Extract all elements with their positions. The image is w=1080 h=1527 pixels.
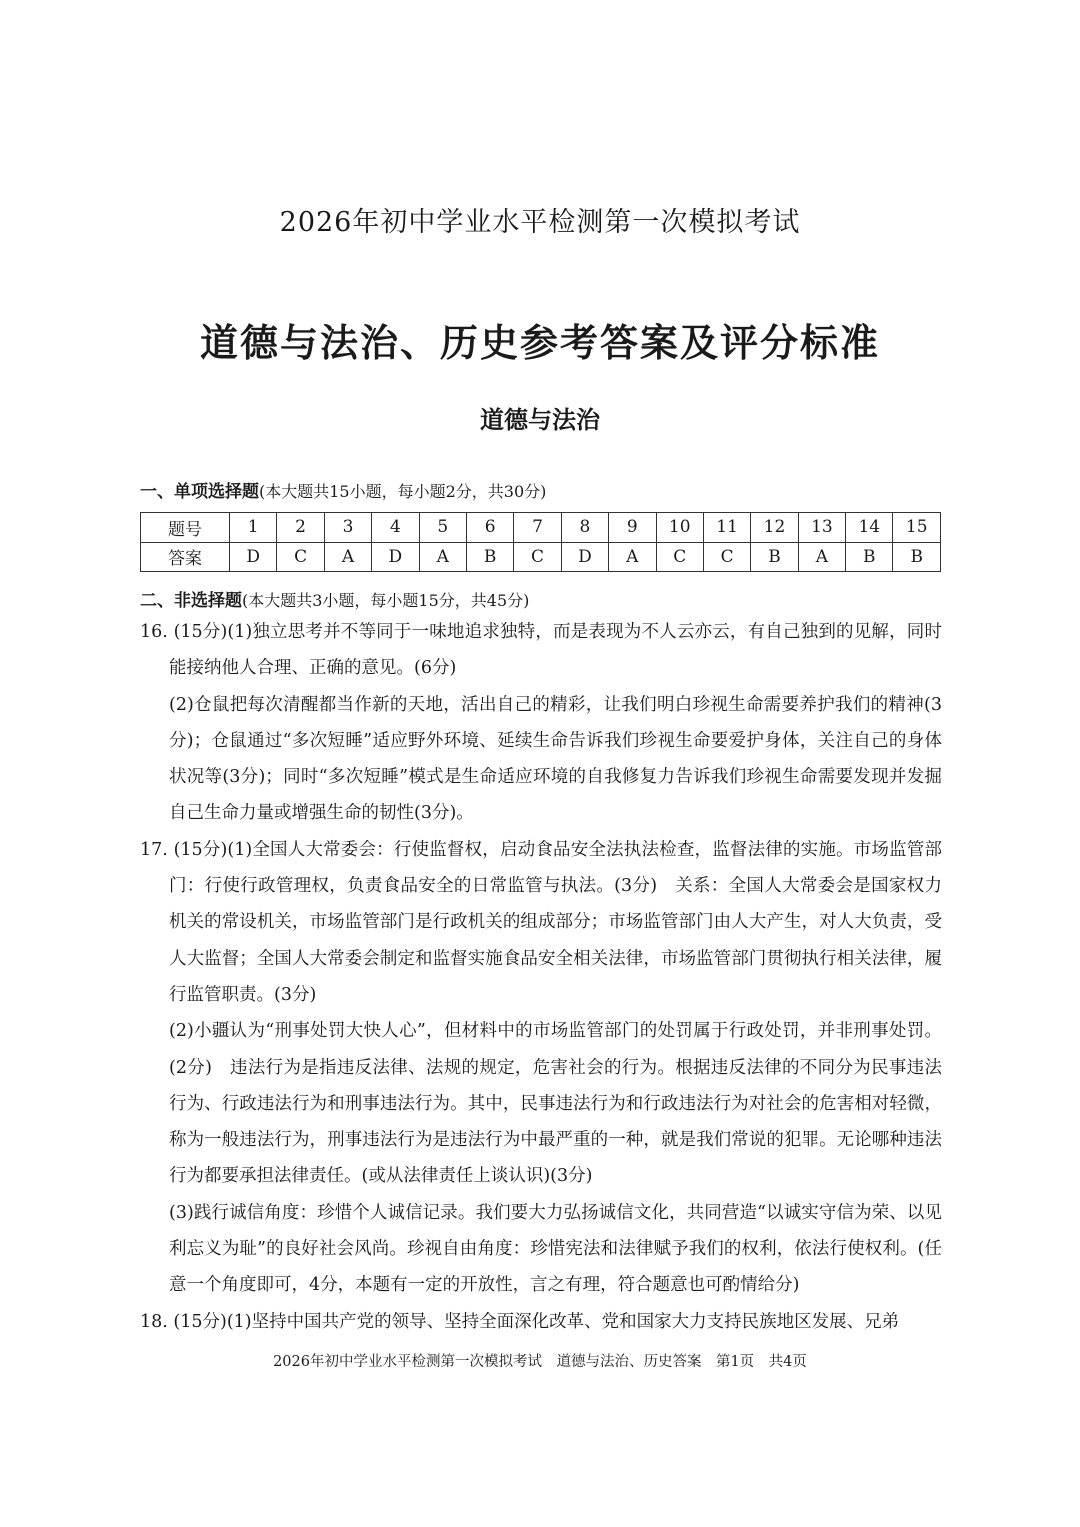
question-16-part-2: (2)仓鼠把每次清醒都当作新的天地，活出自己的精彩，让我们明白珍视生命需要养护我们的精神(3分)；仓鼠通过“多次短睡”适应野外环境、延续生命告诉我们珍视生命要爱护身体，关注自己的身体状况等(3分)；同时“多次短睡”模式是生命适应环境的自我修复力告诉我们珍视生命需要发现并发掘自己生命力量或增强生命的韧性(3分)。 xyxy=(169,694,942,824)
choice-answer: D xyxy=(230,542,277,572)
choice-answer: D xyxy=(561,542,608,572)
answer-table-number-row xyxy=(141,513,941,543)
question-number: 4 xyxy=(372,513,419,543)
question-17-part-1: 17. (15分)(1)全国人大常委会：行使监督权，启动食品安全法执法检查，监督法律的实施。市场监管部门：行使行政管理权，负责食品安全的日常监管与执法。(3分) 关系：全国人大常委会是国家权力机关的常设机关，市场监管部门是行政机关的组成部分；市场监管部门由人大产生，对人大负责，受人大监督；全国人大常委会制定和监督实施食品安全相关法律，市场监管部门贯彻执行相关法律，履行监管职责。(3分) xyxy=(140,839,942,1005)
question-17-part-3: (3)践行诚信角度：珍惜个人诚信记录。我们要大力弘扬诚信文化，共同营造“以诚实守信为荣、以见利忘义为耻”的良好社会风尚。珍视自由角度：珍惜宪法和法律赋予我们的权利，依法行使权利。(任意一个角度即可，4分，本题有一定的开放性，言之有理，符合题意也可酌情给分) xyxy=(169,1202,942,1296)
question-18-part-1: 18. (15分)(1)坚持中国共产党的领导、坚持全面深化改革、党和国家大力支持民族地区发展、兄弟 xyxy=(140,1311,900,1332)
question-number: 11 xyxy=(703,513,750,543)
choice-answer: D xyxy=(372,542,419,572)
question-number: 5 xyxy=(419,513,466,543)
section2-heading xyxy=(140,586,529,611)
choice-answer: A xyxy=(419,542,466,572)
choice-answer: A xyxy=(609,542,656,572)
question-number: 3 xyxy=(324,513,371,543)
main-title: 道德与法治、历史参考答案及评分标准 xyxy=(199,321,880,365)
section2-note: (本大题共3小题，每小题15分，共45分) xyxy=(242,591,530,610)
answer-table-answer-row xyxy=(141,542,941,572)
answer-body xyxy=(140,614,942,1340)
choice-answer: B xyxy=(893,542,941,572)
section1-note: (本大题共15小题，每小题2分，共30分) xyxy=(259,482,547,501)
choice-answer: B xyxy=(751,542,798,572)
question-number: 8 xyxy=(561,513,608,543)
section1-title: 一、单项选择题 xyxy=(140,482,259,502)
number-row-label: 题号 xyxy=(141,513,230,543)
choice-answer: B xyxy=(846,542,893,572)
question-number: 12 xyxy=(751,513,798,543)
question-number: 6 xyxy=(466,513,513,543)
choice-answer: C xyxy=(656,542,703,572)
page-footer: 2026年初中学业水平检测第一次模拟考试 道德与法治、历史答案 第1页 共4页 xyxy=(273,1354,807,1370)
exam-title: 2026年初中学业水平检测第一次模拟考试 xyxy=(279,207,801,238)
question-number: 1 xyxy=(230,513,277,543)
choice-answer: C xyxy=(514,542,561,572)
question-number: 7 xyxy=(514,513,561,543)
question-number: 13 xyxy=(798,513,845,543)
choice-answer: C xyxy=(277,542,324,572)
question-number: 10 xyxy=(656,513,703,543)
question-number: 2 xyxy=(277,513,324,543)
choice-answer: C xyxy=(703,542,750,572)
question-number: 15 xyxy=(893,513,941,543)
choice-answer: A xyxy=(798,542,845,572)
section1-heading xyxy=(140,477,546,502)
section2-title: 二、非选择题 xyxy=(140,591,242,611)
question-17-part-2: (2)小疆认为“刑事处罚大快人心”，但材料中的市场监管部门的处罚属于行政处罚，并非刑事处罚。(2分) 违法行为是指违反法律、法规的规定，危害社会的行为。根据违反法律的不同分为民事违法行为、行政违法行为和刑事违法行为。其中，民事违法行为和行政违法行为对社会的危害相对轻微，称为一般违法行为，刑事违法行为是违法行为中最严重的一种，就是我们常说的犯罪。无论哪种违法行为都要承担法律责任。(或从法律责任上谈认识)(3分) xyxy=(169,1021,942,1187)
answer-row-label: 答案 xyxy=(141,542,230,572)
question-number: 14 xyxy=(846,513,893,543)
choice-answer: B xyxy=(466,542,513,572)
question-16-part-1: 16. (15分)(1)独立思考并不等同于一味地追求独特，而是表现为不人云亦云，有自己独到的见解，同时能接纳他人合理、正确的意见。(6分) xyxy=(140,622,942,679)
subject-title: 道德与法治 xyxy=(480,406,600,434)
question-number: 9 xyxy=(609,513,656,543)
choice-answer: A xyxy=(324,542,371,572)
answer-table xyxy=(140,512,941,572)
